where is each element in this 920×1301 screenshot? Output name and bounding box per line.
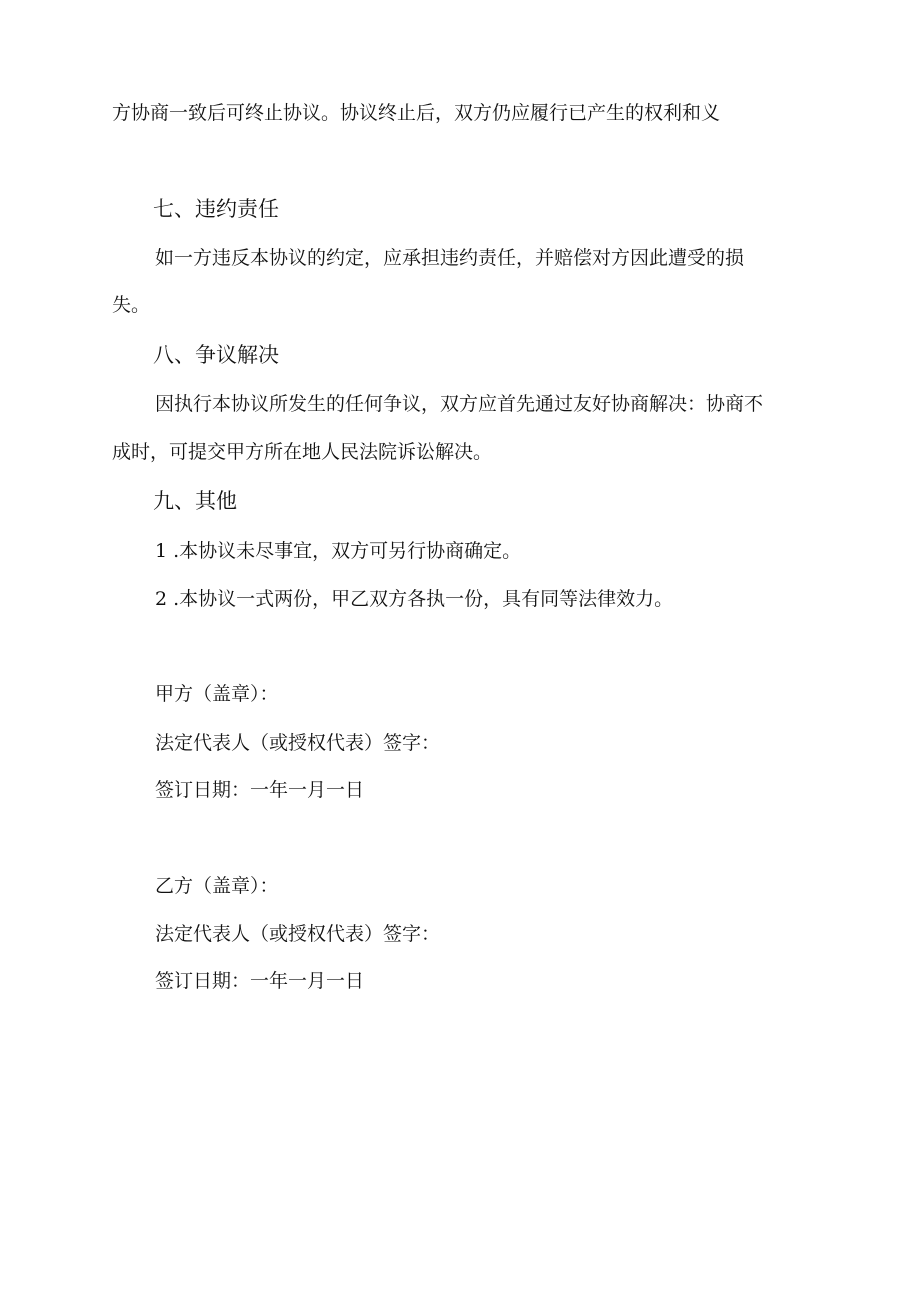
party-b-date: 签订日期：一年一月一日 xyxy=(155,970,365,992)
other-item-1: 1 .本协议未尽事宜，双方可另行协商确定。 xyxy=(155,540,522,562)
section-heading-breach: 七、违约责任 xyxy=(153,197,279,221)
continuation-text: 方协商一致后可终止协议。协议终止后，双方仍应履行已产生的权利和义 xyxy=(112,102,721,124)
section-heading-other: 九、其他 xyxy=(153,489,237,513)
breach-text-line-1: 如一方违反本协议的约定，应承担违约责任，并赔偿对方因此遭受的损 xyxy=(155,247,745,269)
party-b-seal: 乙方（盖章）： xyxy=(155,875,279,897)
party-a-seal: 甲方（盖章）： xyxy=(155,683,279,705)
breach-text-line-2: 失。 xyxy=(112,294,151,316)
section-heading-dispute: 八、争议解决 xyxy=(153,343,279,367)
dispute-text-line-2: 成时，可提交甲方所在地人民法院诉讼解决。 xyxy=(112,441,493,463)
party-a-date: 签订日期：一年一月一日 xyxy=(155,779,365,801)
dispute-text-line-1: 因执行本协议所发生的任何争议，双方应首先通过友好协商解决：协商不 xyxy=(155,393,764,415)
party-a-representative: 法定代表人（或授权代表）签字： xyxy=(155,732,441,754)
other-item-2: 2 .本协议一式两份，甲乙双方各执一份，具有同等法律效力。 xyxy=(155,588,674,610)
party-b-representative: 法定代表人（或授权代表）签字： xyxy=(155,923,441,945)
